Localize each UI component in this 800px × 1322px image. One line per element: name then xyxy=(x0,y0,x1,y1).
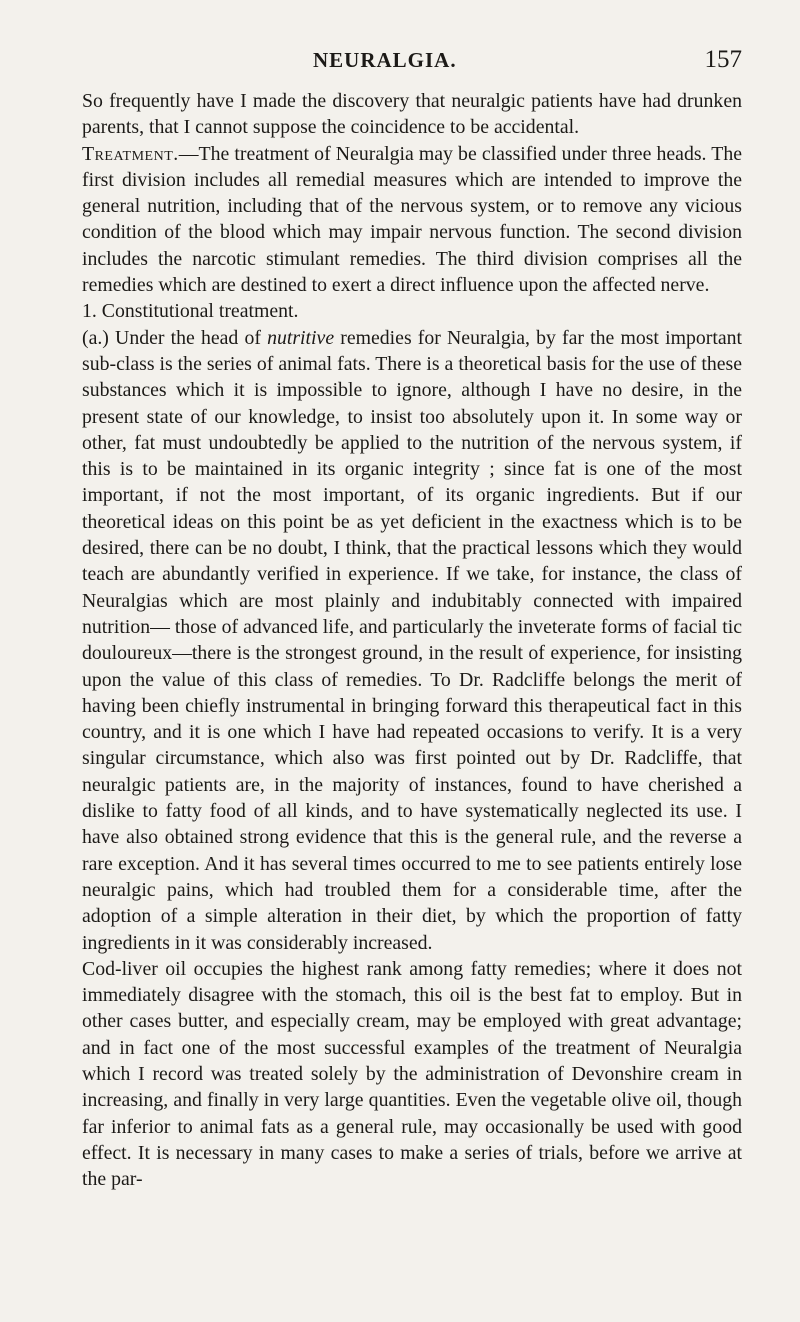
paragraph-text: remedies for Neuralgia, by far the most important sub-class is the series of animal fats. There is a theoretical basis for the use of these substances which it is impossible to ignore, although I have no desire, in the present state of our knowledge, to insist too absolutely upon it. In some way or other, fat must undoubtedly be applied to the nutrition of the nervous system, if this is to be maintained in its organic integrity ; since fat is one of the most important, if not the most important, of its organic ingredients. But if our theoretical ideas on this point be as yet deficient in the exactness which is to be desired, there can be no doubt, I think, that the practical lessons which they would teach are abundantly verified in experience. If we take, for instance, the class of Neuralgias which are most plainly and indubitably connected with impaired nutrition— those of advanced life, and particularly the inveterate forms of facial tic douloureux—there is the strongest ground, in the result of experience, for insisting upon the value of this class of remedies. To Dr. Radcliffe belongs the merit of having been chiefly instrumental in bringing forward this therapeutical fact in this country, and it is one which I have had repeated occasions to verify. It is a very singular circumstance, which also was first pointed out by Dr. Radcliffe, that neuralgic patients are, in the majority of instances, found to have cherished a dislike to fatty food of all kinds, and to have systematically neglected its use. I have also obtained strong evidence that this is the general rule, and the reverse a rare exception. And it has several times occurred to me to see patients entirely lose neuralgic pains, which had troubled them for a considerable time, after the adoption of a simple alteration in their diet, by which the proportion of fatty ingredients in it was considerably increased. xyxy=(82,326,742,954)
paragraph-text: —The treatment of Neuralgia may be classified under three heads. The first division includes all remedial measures which are intended to improve the general nutrition, including that of the nervous system, or to remove any vicious condition of the blood which may impair nervous function. The second division includes the narcotic stimulant remedies. The third division comprises all the remedies which are destined to exert a direct influence upon the affected nerve. xyxy=(82,142,742,297)
paragraph-pre: (a.) Under the head of xyxy=(82,326,268,349)
page-number: 157 xyxy=(704,46,742,73)
section-lead: Treatment. xyxy=(82,142,179,165)
paragraph-3 xyxy=(82,298,742,324)
paragraph-text: So frequently have I made the discovery that neuralgic patients have had drunken parents, that I cannot suppose the coincidence to be accidental. xyxy=(82,90,742,139)
paragraph-5 xyxy=(82,956,742,1193)
subsection-heading: 1. Constitutional treatment. xyxy=(82,300,299,323)
paragraph-4 xyxy=(82,325,742,956)
paragraph-text: Cod-liver oil occupies the highest rank among fatty remedies; where it does not immediately disagree with the stomach, this oil is the best fat to employ. But in other cases butter, and especially cream, may be employed with great advantage; and in fact one of the most successful examples of the treatment of Neuralgia which I record was treated solely by the administration of Devonshire cream in increasing, and finally in very large quantities. Even the vegetable olive oil, though far inferior to animal fats as a general rule, may occasionally be used with good effect. It is necessary in many cases to make a series of trials, before we arrive at the par- xyxy=(82,957,742,1191)
body-text xyxy=(82,88,742,1192)
paragraph-1 xyxy=(82,88,742,141)
running-head xyxy=(0,48,800,78)
paragraph-2 xyxy=(82,141,742,299)
emphasis: nutritive xyxy=(267,326,335,349)
running-title: NEURALGIA. xyxy=(313,48,457,72)
